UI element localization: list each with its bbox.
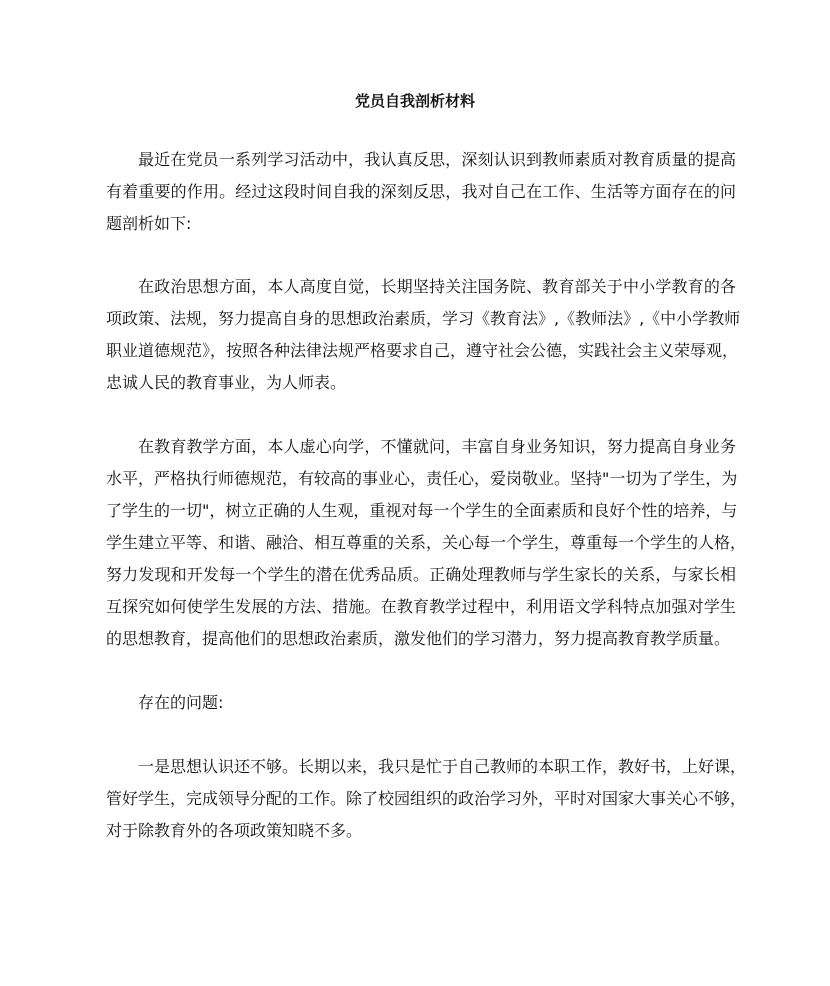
text-line: 学生建立平等、和谐、融洽、相互尊重的关系，关心每一个学生，尊重每一个学生的人格， (106, 533, 747, 552)
text-line: 最近在党员一系列学习活动中，我认真反思，深刻认识到教师素质对教育质量的提高 (138, 150, 736, 169)
text-line: 题剖析如下: (106, 214, 192, 233)
paragraph (106, 687, 736, 719)
text-line: 的思想教育，提高他们的思想政治素质，激发他们的学习潜力，努力提高教育教学质量。 (106, 629, 731, 648)
text-line: 了学生的一切"，树立正确的人生观，重视对每一个学生的全面素质和良好个性的培养，与 (106, 501, 738, 520)
text-line: 忠诚人民的教育事业，为人师表。 (106, 373, 347, 392)
text-line: 一是思想认识还不够。长期以来，我只是忙于自己教师的本职工作，教好书，上好课， (138, 757, 747, 776)
paragraph (106, 751, 747, 847)
paragraph (106, 271, 741, 399)
text-line: 有着重要的作用。经过这段时间自我的深刻反思，我对自己在工作、生活等方面存在的问 (106, 182, 736, 201)
text-line: 项政策、法规，努力提高自身的思想政治素质，学习《教育法》,《教师法》,《中小学教师 (106, 309, 741, 328)
text-line: 存在的问题: (138, 693, 224, 712)
text-line: 努力发现和开发每一个学生的潜在优秀品质。正确处理教师与学生家长的关系，与家长相 (106, 565, 736, 584)
paragraph (106, 431, 747, 655)
text-line: 在教育教学方面，本人虚心向学，不懂就问，丰富自身业务知识，努力提高自身业务 (138, 437, 736, 456)
text-line: 互探究如何使学生发展的方法、措施。在教育教学过程中，利用语文学科特点加强对学生 (106, 597, 736, 616)
text-line: 水平，严格执行师德规范，有较高的事业心，责任心，爱岗敬业。坚持"一切为了学生，为 (106, 469, 738, 488)
document-title: 党员自我剖析材料 (354, 92, 475, 110)
text-line: 职业道德规范》，按照各种法律法规严格要求自己，遵守社会公德，实践社会主义荣辱观， (106, 341, 739, 360)
text-line: 在政治思想方面，本人高度自觉，长期坚持关注国务院、教育部关于中小学教育的各 (138, 277, 736, 296)
paragraph (106, 144, 736, 240)
text-line: 对于除教育外的各项政策知晓不多。 (106, 821, 363, 840)
text-line: 管好学生，完成领导分配的工作。除了校园组织的政治学习外，平时对国家大事关心不够， (106, 789, 747, 808)
